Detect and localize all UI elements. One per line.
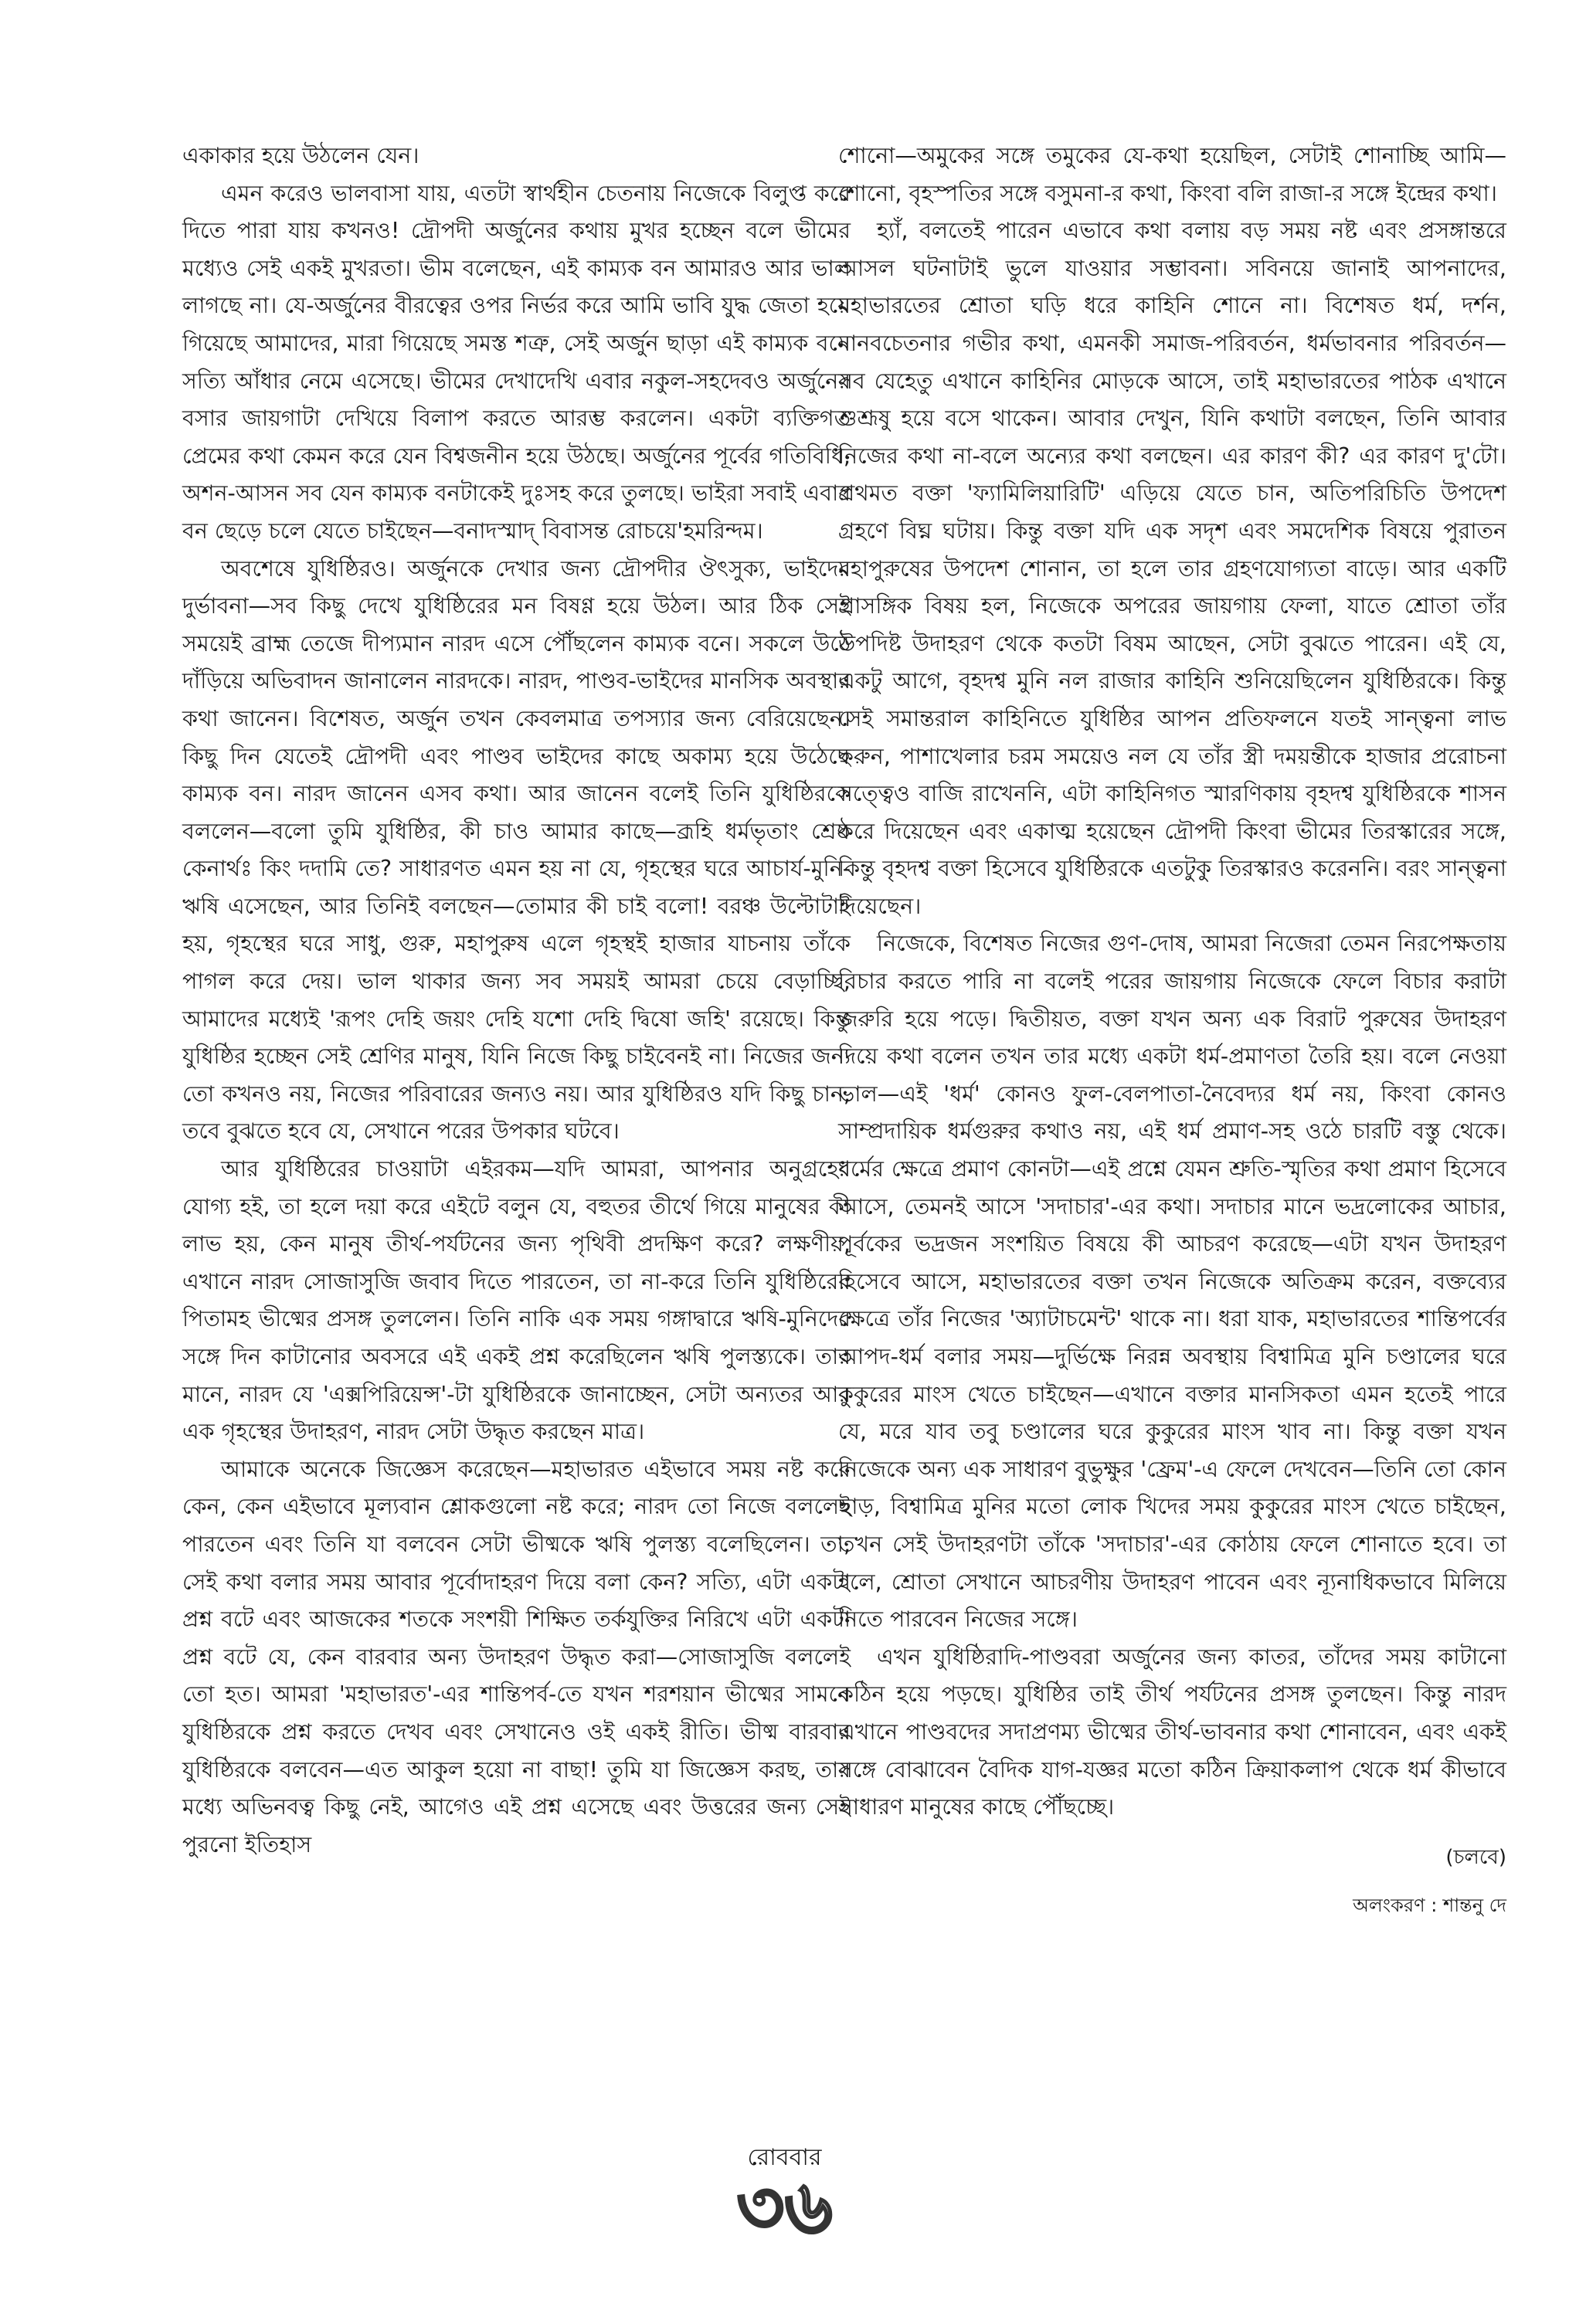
paragraph: নিজেকে, বিশেষত নিজের গুণ-দোষ, আমরা নিজেরা তেমন নিরপেক্ষতায় বিচার করতে পারি না বলেই পরের জায়গায় নিজেকে ফেলে বিচার করাটা জরুরি হয়ে পড়ে। দ্বিতীয়ত, বক্তা যখন অন্য এক বিরাট পুরুষের উদাহরণ দিয়ে কথা বলেন তখন তার মধ্যে একটা ধর্ম-প্রমাণতা তৈরি হয়। বলে নেওয়া ভাল—এই 'ধর্ম' কোনও ফুল-বেলপাতা-নৈবেদ্যর ধর্ম নয়, কিংবা কোনও সাম্প্রদায়িক ধর্মগুরুর কথাও নয়, এই ধর্ম প্রমাণ-সহ ওঠে চারটি বস্তু থেকে। ধর্মের ক্ষেত্রে প্রমাণ কোনটা—এই প্রশ্নে যেমন শ্রুতি-স্মৃতির কথা প্রমাণ হিসেবে আসে, তেমনই আসে 'সদাচার'-এর কথা। সদাচার মানে ভদ্রলোকের আচার, পূর্বকের ভদ্রজন সংশয়িত বিষয়ে কী আচরণ করেছে—এটা যখন উদাহরণ হিসেবে আসে, মহাভারতের বক্তা তখন নিজেকে অতিক্রম করেন, বক্তব্যের ক্ষেত্রে তাঁর নিজের 'অ্যাটাচমেন্ট' থাকে না। ধরা যাক, মহাভারতের শান্তিপর্বের আপদ-ধর্ম বলার সময়—দুর্ভিক্ষে নিরন্ন অবস্থায় বিশ্বামিত্র মুনি চণ্ডালের ঘরে কুকুরের মাংস খেতে চাইছেন—এখানে বক্তার মানসিকতা এমন হতেই পারে যে, মরে যাব তবু চণ্ডালের ঘরে কুকুরের মাংস খাব না। কিন্তু বক্তা যখন নিজেকে অন্য এক সাধারণ বুভুক্ষুর 'ফ্রেম'-এ ফেলে দেখবেন—তিনি তো কোন ছাড়, বিশ্বামিত্র মুনির মতো লোক খিদের সময় কুকুরের মাংস খেতে চাইছেন, তখন সেই উদাহরণটা তাঁকে 'সদাচার'-এর কোঠায় ফেলে শোনাতে হবে। তা হলে, শ্রোতা সেখানে আচরণীয় উদাহরণ পাবেন এবং ন্যূনাধিকভাবে মিলিয়ে নিতে পারবেন নিজের সঙ্গে।: [838, 931, 1506, 1633]
paragraph: হ্যাঁ, বলতেই পারেন এভাবে কথা বলায় বড় সময় নষ্ট এবং প্রসঙ্গান্তরে আসল ঘটনাটাই ভুলে যাওয়ার সম্ভাবনা। সবিনয়ে জানাই আপনাদের, মহাভারতের শ্রোতা ঘড়ি ধরে কাহিনি শোনে না। বিশেষত ধর্ম, দর্শন, মানবচেতনার গভীর কথা, এমনকী সমাজ-পরিবর্তন, ধর্মভাবনার পরিবর্তন—সব যেহেতু এখানে কাহিনির মোড়কে আসে, তাই মহাভারতের পাঠক এখানে শুশ্রূষু হয়ে বসে থাকেন। আবার দেখুন, যিনি কথাটা বলছেন, তিনি আবার নিজের কথা না-বলে অন্যের কথা বলছেন। এর কারণ কী? এর কারণ দু'টো। প্রথমত বক্তা 'ফ্যামিলিয়ারিটি' এড়িয়ে যেতে চান, অতিপরিচিতি উপদেশ গ্রহণে বিঘ্ন ঘটায়। কিন্তু বক্তা যদি এক সদৃশ এবং সমদেশিক বিষয়ে পুরাতন মহাপুরুষের উপদেশ শোনান, তা হলে তার গ্রহণযোগ্যতা বাড়ে। আর একটি প্রাসঙ্গিক বিষয় হল, নিজেকে অপরের জায়গায় ফেলা, যাতে শ্রোতা তাঁর উপদিষ্ট উদাহরণ থেকে কতটা বিষম আছেন, সেটা বুঝতে পারেন। এই যে, একটু আগে, বৃহদশ্ব মুনি নল রাজার কাহিনি শুনিয়েছিলেন যুধিষ্ঠিরকে। কিন্তু সেই সমান্তরাল কাহিনিতে যুধিষ্ঠির আপন প্রতিফলনে যতই সান্ত্বনা লাভ করুন, পাশাখেলার চরম সময়েও নল যে তাঁর স্ত্রী দময়ন্তীকে হাজার প্ররোচনা সত্ত্বেও বাজি রাখেননি, এটা কাহিনিগত স্মারণিকায় বৃহদশ্ব যুধিষ্ঠিরকে শাসন করে দিয়েছেন এবং একাত্ম হয়েছেন দ্রৌপদী কিংবা ভীমের তিরস্কারের সঙ্গে, কিন্তু বৃহদশ্ব বক্তা হিসেবে যুধিষ্ঠিরকে এতটুকু তিরস্কারও করেননি। বরং সান্ত্বনা দিয়েছেন।: [838, 218, 1506, 919]
paragraph: আর যুধিষ্ঠিরের চাওয়াটা এইরকম—যদি আমরা, আপনার অনুগ্রহের যোগ্য হই, তা হলে দয়া করে এইটে বলুন যে, বহুতর তীর্থে গিয়ে মানুষের কী লাভ হয়, কেন মানুষ তীর্থ-পর্যটনের জন্য পৃথিবী প্রদক্ষিণ করে? লক্ষণীয়, এখানে নারদ সোজাসুজি জবাব দিতে পারতেন, তা না-করে তিনি যুধিষ্ঠিরের পিতামহ ভীষ্মের প্রসঙ্গ তুললেন। তিনি নাকি এক সময় গঙ্গাদ্বারে ঋষি-মুনিদের সঙ্গে দিন কাটানোর অবসরে এই একই প্রশ্ন করেছিলেন ঋষি পুলস্ত্যকে। তার মানে, নারদ যে 'এক্সপিরিয়েন্স'-টা যুধিষ্ঠিরকে জানাচ্ছেন, সেটা অন্যতর আর এক গৃহস্থের উদাহরণ, নারদ সেটা উদ্ধৃত করছেন মাত্র।: [182, 1156, 851, 1445]
paragraph: এমন করেও ভালবাসা যায়, এতটা স্বার্থহীন চেতনায় নিজেকে বিলুপ্ত করে দিতে পারা যায় কখনও! দ্রৌপদী অর্জুনের কথায় মুখর হচ্ছেন বলে ভীমের মধ্যেও সেই একই মুখরতা। ভীম বলেছেন, এই কাম্যক বন আমারও আর ভাল লাগছে না। যে-অর্জুনের বীরত্বের ওপর নির্ভর করে আমি ভাবি যুদ্ধ জেতা হয়ে গিয়েছে আমাদের, মারা গিয়েছে সমস্ত শত্রু, সেই অর্জুন ছাড়া এই কাম্যক বনে সত্যি আঁধার নেমে এসেছে। ভীমের দেখাদেখি এবার নকুল-সহদেবও অর্জুনের বসার জায়গাটা দেখিয়ে বিলাপ করতে আরম্ভ করলেন। একটা ব্যক্তিগত প্রেমের কথা কেমন করে যেন বিশ্বজনীন হয়ে উঠছে। অর্জুনের পূর্বের গতিবিধি, অশন-আসন সব যেন কাম্যক বনটাকেই দুঃসহ করে তুলছে। ভাইরা সবাই এবার বন ছেড়ে চলে যেতে চাইছেন—বনাদস্মাদ্ বিবাসন্ত রোচয়ে'হমরিন্দম।: [182, 180, 851, 544]
paragraph: আমাকে অনেকে জিজ্ঞেস করেছেন—মহাভারত এইভাবে সময় নষ্ট করে কেন, কেন এইভাবে মূল্যবান শ্লোকগুলো নষ্ট করে; নারদ তো নিজে বললেই পারতেন এবং তিনি যা বলবেন সেটা ভীষ্মকে ঋষি পুলস্ত্য বলেছিলেন। তা, সেই কথা বলার সময় আবার পূর্বোদাহরণ দিয়ে বলা কেন? সত্যি, এটা একটা প্রশ্ন বটে এবং আজকের শতকে সংশয়ী শিক্ষিত তর্কযুক্তির নিরিখে এটা একটা প্রশ্ন বটে যে, কেন বারবার অন্য উদাহরণ উদ্ধৃত করা—সোজাসুজি বললেই তো হত। আমরা 'মহাভারত'-এর শান্তিপর্ব-তে যখন শরশয়ান ভীষ্মের সামনে যুধিষ্ঠিরকে প্রশ্ন করতে দেখব এবং সেখানেও ওই একই রীতি। ভীষ্ম বারবার যুধিষ্ঠিরকে বলবেন—এত আকুল হয়ো না বাছা! তুমি যা জিজ্ঞেস করছ, তার মধ্যে অভিনবত্ব কিছু নেই, আগেও এই প্রশ্ন এসেছে এবং উত্তরের জন্য সেই পুরনো ইতিহাস: [182, 1456, 851, 1858]
page-number: ৩৬: [736, 2164, 833, 2251]
paragraph: এখন যুধিষ্ঠিরাদি-পাণ্ডবরা অর্জুনের জন্য কাতর, তাঁদের সময় কাটানো কঠিন হয়ে পড়ছে। যুধিষ্ঠির তাই তীর্থ পর্যটনের প্রসঙ্গ তুলছেন। কিন্তু নারদ এখানে পাণ্ডবদের সদাপ্রণম্য ভীষ্মের তীর্থ-ভাবনার কথা শোনাবেন, এবং একই সঙ্গে বোঝাবেন বৈদিক যাগ-যজ্ঞর মতো কঠিন ক্রিয়াকলাপ থেকে ধর্ম কীভাবে সাধারণ মানুষের কাছে পৌঁছচ্ছে।: [838, 1644, 1506, 1820]
section-label: রোববার: [747, 2144, 822, 2171]
to-be-continued-label: (চলবে): [1445, 1845, 1506, 1869]
paragraph: একাকার হয়ে উঠলেন যেন।: [182, 143, 419, 168]
illustration-credit: অলংকরণ : শান্তনু দে: [1353, 1895, 1506, 1917]
left-column: [182, 137, 851, 1864]
paragraph: অবশেষে যুধিষ্ঠিরও। অর্জুনকে দেখার জন্য দ্রৌপদীর ঔৎসুক্য, ভাইদের দুর্ভাবনা—সব কিছু দেখে যুধিষ্ঠিরের মন বিষণ্ণ হয়ে উঠল। আর ঠিক সেই সময়েই ব্রাহ্ম তেজে দীপ্যমান নারদ এসে পৌঁছলেন কাম্যক বনে। সকলে উঠে দাঁড়িয়ে অভিবাদন জানালেন নারদকে। নারদ, পাণ্ডব-ভাইদের মানসিক অবস্থার কথা জানেন। বিশেষত, অর্জুন তখন কেবলমাত্র তপস্যার জন্য বেরিয়েছেন। কিছু দিন যেতেই দ্রৌপদী এবং পাণ্ডব ভাইদের কাছে অকাম্য হয়ে উঠেছে কাম্যক বন। নারদ জানেন এসব কথা। আর জানেন বলেই তিনি যুধিষ্ঠিরকে বললেন—বলো তুমি যুধিষ্ঠির, কী চাও আমার কাছে—ব্রূহি ধর্মভৃতাং শ্রেষ্ঠ কেনার্থঃ কিং দদামি তে? সাধারণত এমন হয় না যে, গৃহস্থের ঘরে আচার্য-মুনি-ঋষি এসেছেন, আর তিনিই বলছেন—তোমার কী চাই বলো! বরঞ্চ উল্টোটাই হয়, গৃহস্থের ঘরে সাধু, গুরু, মহাপুরুষ এলে গৃহস্থই হাজার যাচনায় তাঁকে পাগল করে দেয়। ভাল থাকার জন্য সব সময়ই আমরা চেয়ে বেড়াচ্ছি, আমাদের মধ্যেই 'রূপং দেহি জয়ং দেহি যশো দেহি দ্বিষো জহি' রয়েছে। কিন্তু যুধিষ্ঠির হচ্ছেন সেই শ্রেণির মানুষ, যিনি নিজে কিছু চাইবেনই না। নিজের জন্য তো কখনও নয়, নিজের পরিবারের জন্যও নয়। আর যুধিষ্ঠিরও যদি কিছু চান, তবে বুঝতে হবে যে, সেখানে পরের উপকার ঘটবে।: [182, 555, 851, 1145]
paragraph: শোনো—অমুকের সঙ্গে তমুকের যে-কথা হয়েছিল, সেটাই শোনাচ্ছি আমি—শোনো, বৃহস্পতির সঙ্গে বসুমনা-র কথা, কিংবা বলি রাজা-র সঙ্গে ইন্দ্রের কথা।: [838, 143, 1506, 206]
right-column: [838, 137, 1506, 1925]
